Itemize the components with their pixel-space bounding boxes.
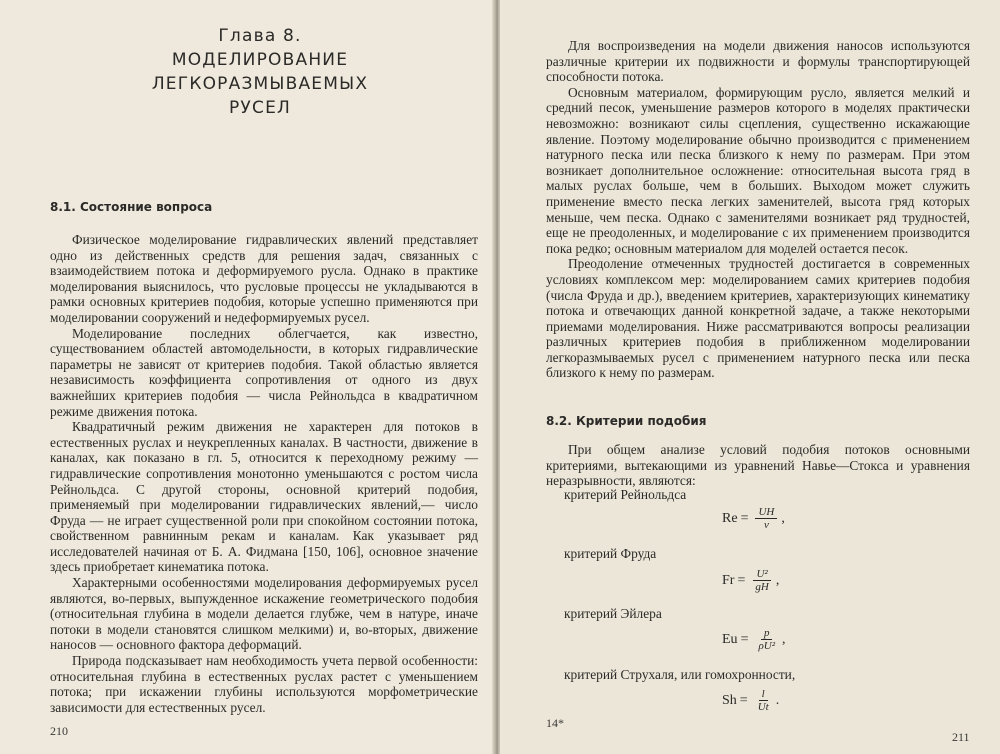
criterion-label: критерий Фруда <box>564 546 657 561</box>
section-title-8-1: 8.1. Состояние вопроса <box>50 200 213 214</box>
formula-punct: , <box>782 631 786 647</box>
fraction <box>755 688 772 713</box>
fraction-denominator: ν <box>763 519 769 531</box>
formula-lhs: Fr <box>722 572 735 588</box>
fraction-numerator: p <box>761 627 773 640</box>
paragraph: При общем анализе условий подобия потоков основными критериями, вытекающими из уравнений Навье—Стокса и уравнения неразрывности, являются: <box>546 442 970 489</box>
formula-lhs: Eu <box>722 631 738 647</box>
criterion-label: критерий Рейнольдса <box>564 487 687 502</box>
left-body-text <box>50 232 478 715</box>
formula-euler: Eu = $\frac{p}{\text{ρU²}}$ , <box>722 627 786 652</box>
signature-mark: 14* <box>546 716 564 730</box>
right-body-text <box>546 38 970 381</box>
section-title-8-2: 8.2. Критерии подобия <box>546 414 707 428</box>
paragraph: Для воспроизведения на модели движения наносов используются различные критерии их подвижности и формулы транспортирующей способности потока. <box>546 38 970 85</box>
chapter-title-line2: ЛЕГКОРАЗМЫВАЕМЫХ РУСЕЛ <box>151 74 369 118</box>
formula-strouhal: Sh = $\frac{l}{Ut}$ . <box>722 688 780 713</box>
formula-froude: Fr = $\frac{\text{U²}}{gH}$ , <box>722 568 780 593</box>
paragraph: Характерными особенностями моделирования деформируемых русел являются, во-первых, выпужденное искажение геометрического подобия (относительная глубина в модели делается глубже, чем в натуре, иначе потоки в модели становятся слишком мелкими) и, во-вторых, движение наносов — основного фактора деформаций. <box>50 575 478 653</box>
fraction-numerator: U² <box>753 568 770 581</box>
fraction <box>755 627 778 652</box>
paragraph: Физическое моделирование гидравлических явлений представляет одно из действенных средств для решения задач, связанных с взаимодействием потока и деформируемого русла. Однако в практике моделирования выяснилось, что русловые процессы не укладываются в рамки основных критериев подобия, которые успешно применяются при моделировании сооружений и недеформируемых русел. <box>50 232 478 325</box>
formula-punct: . <box>775 692 780 708</box>
paragraph: Моделирование последних облегчается, как известно, существованием областей автомодельности, в которых гидравлические параметры не зависят от критериев подобия. Такой областью является независимость коэффициента сопротивления от одного из двух важнейших критериев подобия — числа Рейнольдса в квадратичном режиме движения потока. <box>50 325 478 419</box>
page-number-left: 210 <box>50 724 68 738</box>
formula-lhs: Sh <box>722 692 737 708</box>
criteria-intro <box>546 442 970 489</box>
fraction-denominator: ρU² <box>758 640 775 652</box>
fraction <box>755 506 777 531</box>
fraction <box>752 568 771 593</box>
left-page <box>0 0 496 754</box>
paragraph: Преодоление отмеченных трудностей достигается в современных условиях комплексом мер: моделированием самих критериев подобия (числа Фруда и др.), введением критериев, характеризующих кинематику потока и отвечающих данной конкретной задаче, а также некоторыми приемами моделирования. Ниже рассматриваются вопросы реализации различных критериев подобия в приближенном моделировании легкоразмываемых русел с применением натурного песка или песка близкого к нему по размерам. <box>546 256 970 381</box>
chapter-title <box>130 24 390 120</box>
formula-punct: , <box>781 510 785 526</box>
fraction-denominator: gH <box>755 581 769 593</box>
criterion-label: критерий Эйлера <box>564 606 662 621</box>
fraction-numerator: UH <box>755 506 777 519</box>
right-page <box>500 0 1000 754</box>
criterion-label: критерий Струхаля, или гомохронности, <box>564 667 796 682</box>
fraction-denominator: Ut <box>757 701 769 713</box>
fraction-numerator: l <box>759 688 768 701</box>
paragraph: Квадратичный режим движения не характерен для потоков в естественных руслах и неукрепленных каналах. В частности, движение в каналах, как показано в гл. 5, относится к переходному режиму — гидравлические сопротивления монотонно уменьшаются с ростом числа Рейнольдса. С другой стороны, основной критерий подобия, применяемый при моделировании гидравлических явлений,— число Фруда — не играет существенной роли при спокойном состоянии потока, свойственном равнинным рекам и каналам. Как указывает ряд исследователей начиная от Б. А. Фидмана [150, 106], основное значение здесь приобретает кинематика потока. <box>50 419 478 575</box>
paragraph: Основным материалом, формирующим русло, является мелкий и средний песок, уменьшение размеров которого в моделях практически невозможно: возникают силы сцепления, существенно искажающие явление. Поэтому моделирование обычно производится с применением натурного песка или песка близкого к нему по размерам. При этом возникает дополнительное осложнение: относительная высота гряд в малых руслах больше, чем в больших. Выходом может служить применение вместо песка легких заменителей, высота гряд которых меньше, чем песка. Однако с заменителями возникает ряд трудностей, еще не преодоленных, и моделирование с их применением производится пока редко; основным материалом для моделей остается песок. <box>546 84 970 256</box>
paragraph: Природа подсказывает нам необходимость учета первой особенности: относительная глубина в естественных руслах растет с уменьшением потока; при искажении глубины используются морфометрические зависимости для естественных русел. <box>50 653 478 715</box>
chapter-title-line1: Глава 8. МОДЕЛИРОВАНИЕ <box>171 26 349 70</box>
formula-reynolds: Re = $\frac{UH}{\nu}$ , <box>722 506 785 531</box>
formula-punct: , <box>775 572 780 588</box>
page-number-right: 211 <box>952 730 970 744</box>
formula-lhs: Re <box>722 510 738 526</box>
